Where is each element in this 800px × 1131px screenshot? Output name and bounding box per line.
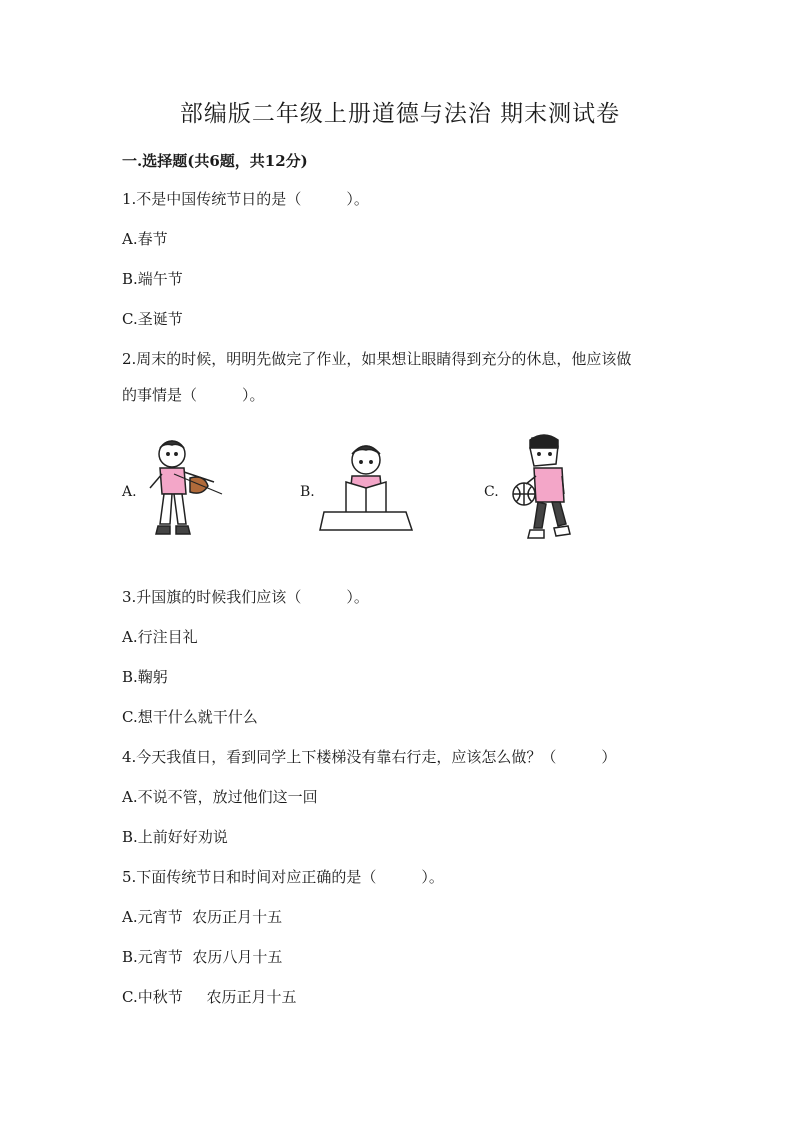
question-2-option-c-label: C. <box>484 484 499 500</box>
question-1-option-a: A.春节 <box>122 230 168 248</box>
boy-playing-violin-icon <box>144 434 224 546</box>
question-3-option-b: B.鞠躬 <box>122 668 168 686</box>
question-4-option-a: A.不说不管，放过他们这一回 <box>122 788 318 806</box>
question-2-image-options <box>122 432 682 550</box>
question-1-stem: 1.不是中国传统节日的是（ ）。 <box>122 190 369 208</box>
question-5-option-a: A.元宵节 农历正月十五 <box>122 908 283 926</box>
question-5-option-c: C.中秋节 农历正月十五 <box>122 988 297 1006</box>
question-2-option-b-label: B. <box>300 484 315 500</box>
boy-dribbling-basketball-icon <box>504 432 584 548</box>
question-3-stem: 3.升国旗的时候我们应该（ ）。 <box>122 588 369 606</box>
question-3-option-a: A.行注目礼 <box>122 628 198 646</box>
question-2-option-a-label: A. <box>122 484 137 500</box>
question-2-stem-line-2: 的事情是（ ）。 <box>122 386 265 404</box>
question-2-stem-line-1: 2.周末的时候，明明先做完了作业，如果想让眼睛得到充分的休息，他应该做 <box>122 350 632 368</box>
section-heading: 一.选择题(共6题，共12分) <box>122 152 308 170</box>
question-1-option-b: B.端午节 <box>122 270 183 288</box>
boy-reading-book-icon <box>318 436 418 536</box>
question-5-option-b: B.元宵节 农历八月十五 <box>122 948 283 966</box>
question-4-option-b: B.上前好好劝说 <box>122 828 228 846</box>
page-title: 部编版二年级上册道德与法治 期末测试卷 <box>179 101 621 127</box>
question-4-stem: 4.今天我值日，看到同学上下楼梯没有靠右行走，应该怎么做？（ ） <box>122 748 617 766</box>
question-3-option-c: C.想干什么就干什么 <box>122 708 258 726</box>
question-1-option-c: C.圣诞节 <box>122 310 183 328</box>
question-5-stem: 5.下面传统节日和时间对应正确的是（ ）。 <box>122 868 444 886</box>
